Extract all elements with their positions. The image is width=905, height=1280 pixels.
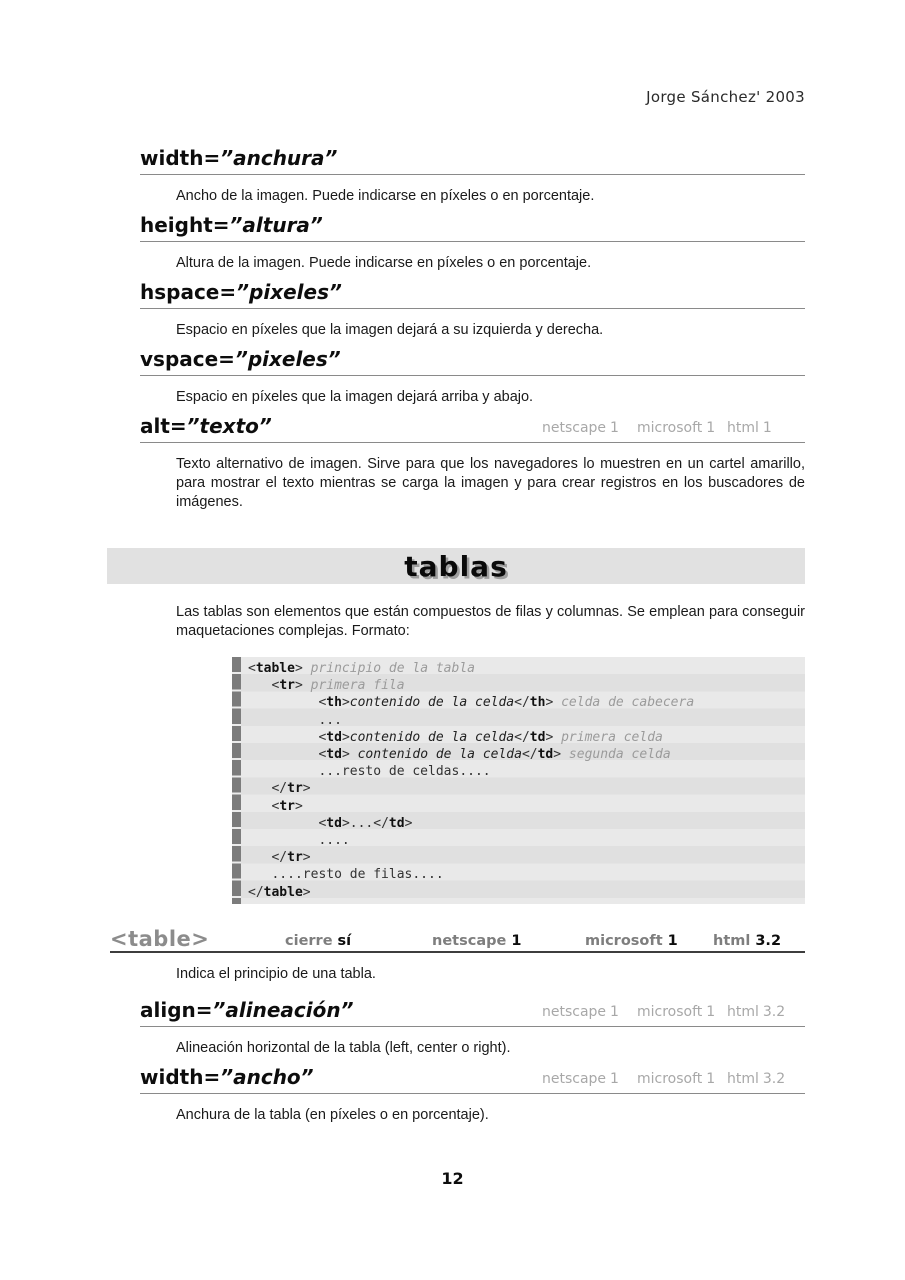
section-intro: Las tablas son elementos que están compuestos de filas y columnas. Se emplean para conseguir maquetaciones complejas. Formato: [176,604,805,639]
section-title: tablas [404,549,508,583]
compat-netscape: netscape 1 [542,1003,619,1020]
code-line: </tr> [248,781,311,797]
attr-block-hspace [140,280,805,340]
attribute-value: ”pixeles” [236,280,342,304]
compat-netscape: netscape 1 [542,420,619,436]
code-line: ... [248,712,342,728]
attribute-name: width= [140,146,221,170]
attribute-value: ”ancho” [220,1064,314,1089]
element-cierre: cierre sí [285,932,352,949]
attr-block-width [140,146,805,206]
image-attributes-section [0,146,905,512]
attr-heading-row [140,213,805,242]
attr-block-vspace [140,347,805,407]
code-line: </table> [248,884,311,900]
attribute-value: ”texto” [186,414,272,438]
attribute-description: Anchura de la tabla (en píxeles o en porcentaje). [176,1106,489,1123]
attr-block-table-width [140,1065,805,1125]
attribute-name: vspace= [140,347,235,371]
element-tag: <table> [110,926,210,951]
code-line: <td>...</td> [248,815,413,831]
attribute-heading [140,280,342,304]
code-line: <table> principio de la tabla [248,661,475,676]
attribute-heading [140,146,337,170]
compat-microsoft: microsoft 1 [637,1003,716,1020]
attribute-name: alt= [140,414,187,438]
attr-heading-row [140,1065,805,1094]
attribute-value: ”anchura” [220,146,338,170]
attribute-description: Espacio en píxeles que la imagen dejará arriba y abajo. [176,389,534,405]
compat-html: html 1 [727,420,772,436]
code-line: <td>contenido de la celda</td> primera celda [248,729,663,745]
compat-netscape: netscape 1 [542,1070,619,1087]
attribute-name: align= [140,997,213,1022]
code-line: </tr> [248,850,311,866]
attribute-description: Alineación horizontal de la tabla (left, center o right). [176,1039,511,1056]
code-line: <tr> [248,798,303,814]
running-header: Jorge Sánchez' 2003 [646,88,805,106]
element-netscape: netscape 1 [432,932,522,949]
compat-microsoft: microsoft 1 [637,420,716,436]
attr-block-alt [140,414,805,512]
element-description: Indica el principio de una tabla. [176,965,376,982]
element-rule [110,951,805,953]
attribute-heading [140,1065,314,1089]
attribute-name: width= [140,1064,221,1089]
attribute-heading [140,414,272,438]
attribute-value: ”pixeles” [234,347,341,371]
code-line: ....resto de filas.... [248,867,444,883]
attribute-heading [140,347,341,371]
page-number: 12 [441,1168,464,1188]
element-microsoft: microsoft 1 [585,932,678,949]
attribute-description: Texto alternativo de imagen. Sirve para que los navegadores lo muestren en un cartel amarillo, para mostrar el texto mientras se carga la imagen y para crear registros en los buscadores de imágenes. [176,456,805,510]
attr-heading-row [140,414,805,443]
attribute-value: ”alineación” [212,997,354,1022]
attr-heading-row [140,146,805,175]
code-lines [241,657,805,904]
attribute-name: height= [140,213,230,237]
element-entry [110,924,805,951]
element-html: html 3.2 [713,932,782,949]
attr-heading-row [140,347,805,376]
section-title-band [107,548,805,584]
attribute-description: Ancho de la imagen. Puede indicarse en píxeles o en porcentaje. [176,188,595,204]
compat-html: html 3.2 [727,1003,786,1020]
code-block [232,657,805,904]
attr-block-height [140,213,805,273]
attribute-heading [140,998,354,1022]
attr-heading-row [140,280,805,309]
attribute-value: ”altura” [229,213,323,237]
code-line: <td> contenido de la celda</td> segunda celda [248,747,671,763]
compat-html: html 3.2 [727,1070,786,1087]
compat-microsoft: microsoft 1 [637,1070,716,1087]
attribute-heading [140,213,323,237]
code-block-side-bar [232,657,241,904]
attribute-description: Altura de la imagen. Puede indicarse en píxeles o en porcentaje. [176,255,592,271]
table-attributes-section [0,998,905,1125]
code-line: .... [248,833,350,849]
code-line: <th>contenido de la celda</th> celda de cabecera [248,695,695,711]
code-line: ...resto de celdas.... [248,764,491,780]
code-line: <tr> primera fila [248,678,405,694]
attr-heading-row [140,998,805,1027]
attribute-description: Espacio en píxeles que la imagen dejará a su izquierda y derecha. [176,322,604,338]
attribute-name: hspace= [140,280,237,304]
attr-block-align [140,998,805,1058]
